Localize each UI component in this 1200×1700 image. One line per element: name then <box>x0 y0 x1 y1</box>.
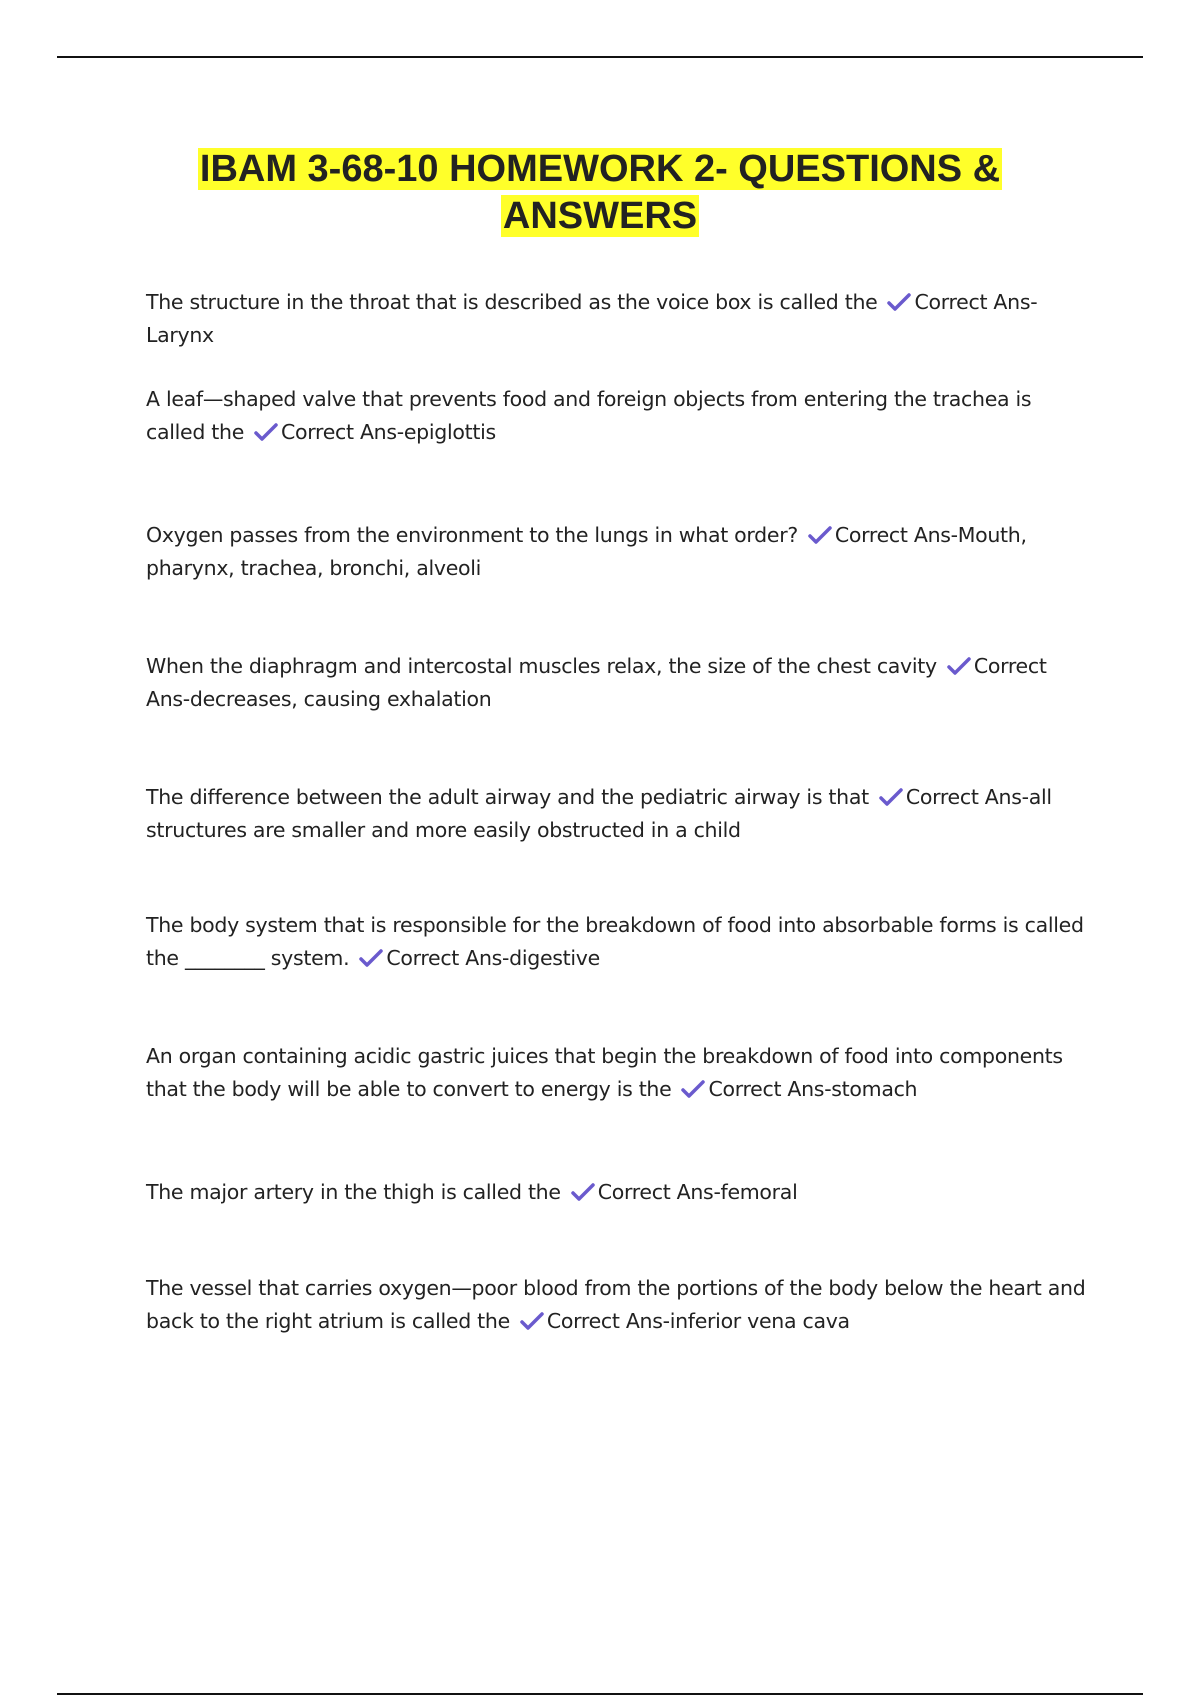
question-text: The vessel that carries oxygen—poor blood from the portions of the body below the heart and back to the right atrium is called the <box>146 1276 1086 1333</box>
qa-item <box>146 1176 1096 1209</box>
question-text: The structure in the throat that is described as the voice box is called the <box>146 290 878 314</box>
qa-item <box>146 383 1096 449</box>
checkmark-icon <box>808 526 832 544</box>
checkmark-icon <box>887 293 911 311</box>
checkmark-icon <box>359 949 383 967</box>
answer-text: Correct Ans-Larynx <box>146 290 1038 347</box>
answer-text: Correct Ans-digestive <box>386 946 600 970</box>
bottom-rule <box>57 1693 1143 1695</box>
qa-item <box>146 650 1096 716</box>
answer-text: Correct Ans-Mouth, pharynx, trachea, bronchi, alveoli <box>146 523 1027 580</box>
checkmark-icon <box>879 788 903 806</box>
page-title <box>120 146 1080 240</box>
qa-item <box>146 1272 1096 1338</box>
checkmark-icon <box>571 1183 595 1201</box>
qa-item <box>146 909 1096 975</box>
qa-item <box>146 286 1096 352</box>
checkmark-icon <box>254 423 278 441</box>
checkmark-icon <box>947 657 971 675</box>
answer-text: Correct Ans-epiglottis <box>281 420 496 444</box>
page-title-text: IBAM 3-68-10 HOMEWORK 2- QUESTIONS & ANSWERS <box>199 148 1001 237</box>
question-text: Oxygen passes from the environment to the lungs in what order? <box>146 523 798 547</box>
checkmark-icon <box>681 1080 705 1098</box>
answer-text: Correct Ans-inferior vena cava <box>546 1309 850 1333</box>
question-text: The body system that is responsible for the breakdown of food into absorbable forms is called the ________ system. <box>146 913 1084 970</box>
checkmark-icon <box>520 1312 544 1330</box>
question-text: The difference between the adult airway and the pediatric airway is that <box>146 785 869 809</box>
qa-item <box>146 519 1096 585</box>
answer-text: Correct Ans-femoral <box>597 1180 798 1204</box>
qa-item <box>146 1040 1096 1106</box>
question-text: The major artery in the thigh is called the <box>146 1180 561 1204</box>
qa-item <box>146 781 1096 847</box>
question-text: An organ containing acidic gastric juices that begin the breakdown of food into components that the body will be able to convert to energy is the <box>146 1044 1063 1101</box>
question-text: A leaf—shaped valve that prevents food and foreign objects from entering the trachea is called the <box>146 387 1032 444</box>
answer-text: Correct Ans-all structures are smaller and more easily obstructed in a child <box>146 785 1052 842</box>
top-rule <box>57 56 1143 58</box>
answer-text: Correct Ans-decreases, causing exhalation <box>146 654 1047 711</box>
answer-text: Correct Ans-stomach <box>708 1077 918 1101</box>
question-text: When the diaphragm and intercostal muscles relax, the size of the chest cavity <box>146 654 937 678</box>
